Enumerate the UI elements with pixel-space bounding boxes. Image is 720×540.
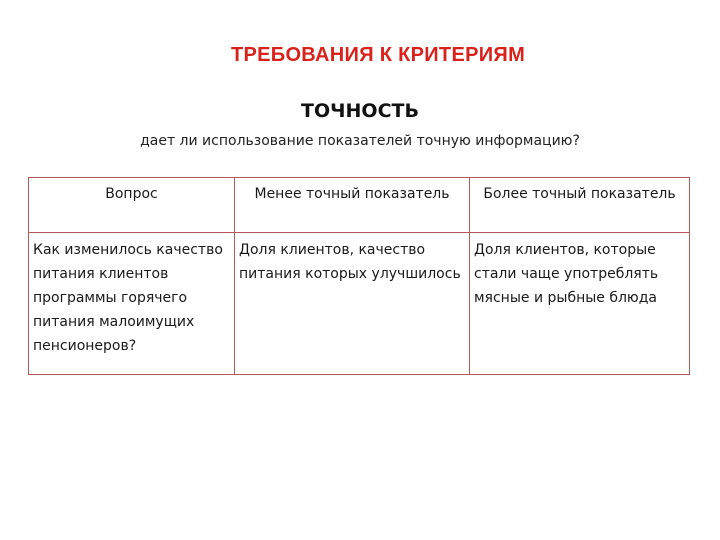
header-more-precise: Более точный показатель <box>470 178 690 233</box>
header-less-precise: Менее точный показатель <box>235 178 470 233</box>
cell-more-precise: Доля клиентов, которые стали чаще употреблять мясные и рыбные блюда <box>470 233 690 375</box>
header-question: Вопрос <box>29 178 235 233</box>
criterion-question: дает ли использование показателей точную информацию? <box>140 133 580 149</box>
cell-question: Как изменилось качество питания клиентов программы горячего питания малоимущих пенсионеров? <box>29 233 235 375</box>
slide-title: ТРЕБОВАНИЯ К КРИТЕРИЯМ <box>230 44 526 66</box>
table-header-row <box>29 178 690 233</box>
cell-less-precise: Доля клиентов, качество питания которых улучшилось <box>235 233 470 375</box>
criteria-table <box>28 177 690 375</box>
slide-subtitle: ТОЧНОСТЬ <box>301 100 419 122</box>
table-row <box>29 233 690 375</box>
